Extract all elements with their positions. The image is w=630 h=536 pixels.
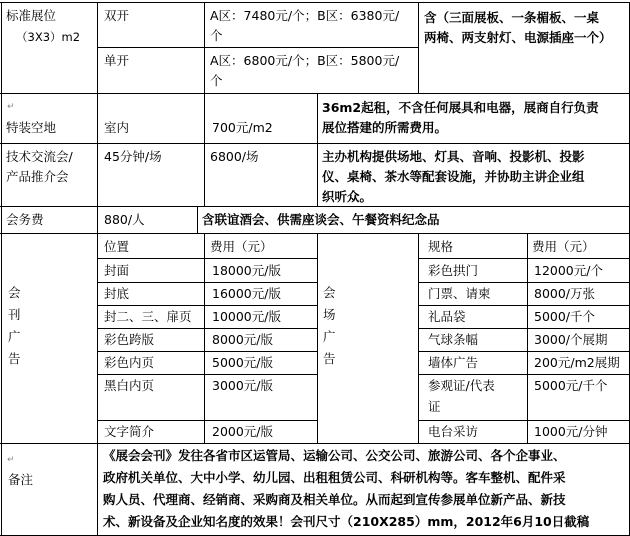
meeting-fee-desc: 含联谊酒会、供需座谈会、午餐资料纪念品 bbox=[202, 212, 440, 227]
venue-row-spec: 彩色拱门 bbox=[428, 263, 479, 278]
venue-row-spec-cont: 证 bbox=[428, 399, 441, 414]
journal-row-fee: 8000元/版 bbox=[212, 332, 274, 347]
journal-ads-label-4: 告 bbox=[8, 351, 21, 366]
booth-size: （3X3）m2 bbox=[16, 30, 81, 44]
seminar-desc: 主办机构提供场地、灯具、音响、投影机、投影 bbox=[322, 149, 585, 164]
venue-row-spec: 礼品袋 bbox=[428, 309, 466, 324]
journal-row-fee: 18000元/版 bbox=[212, 263, 281, 278]
remarks-label: 备注 bbox=[8, 472, 34, 487]
raw-space-desc: 36m2起租，不含任何展具和电器，展商自行负责 bbox=[322, 100, 599, 115]
journal-col-fee: 费用（元） bbox=[210, 239, 273, 254]
remarks-text-4: 术、新设备及企业知名度的效果！会刊尺寸（210X285）mm，2012年6月10日截稿 bbox=[103, 514, 590, 529]
return-mark: ↵ bbox=[7, 102, 15, 112]
seminar-label: 技术交流会/ bbox=[6, 149, 73, 164]
double-open-label: 双开 bbox=[104, 8, 130, 23]
booth-includes: 含（三面展板、一条楣板、一桌 bbox=[424, 10, 600, 25]
seminar-duration: 45分钟/场 bbox=[104, 149, 162, 164]
venue-ads-label-1: 会 bbox=[323, 285, 336, 300]
raw-space-desc-2: 展位搭建的所需费用。 bbox=[322, 120, 448, 135]
journal-row-fee: 16000元/版 bbox=[212, 286, 281, 301]
venue-row-fee: 5000元/千个 bbox=[534, 378, 608, 393]
journal-row-position: 封二、三、扉页 bbox=[104, 309, 192, 324]
venue-row-fee: 3000/个展期 bbox=[534, 332, 608, 347]
venue-row-spec: 气球条幅 bbox=[428, 332, 479, 347]
journal-row-fee: 2000元/版 bbox=[212, 424, 274, 439]
journal-row-position: 封底 bbox=[104, 286, 130, 301]
venue-row-fee: 200元/m2展期 bbox=[534, 355, 620, 370]
journal-ads-label-3: 广 bbox=[8, 329, 21, 344]
venue-row-fee: 8000/万张 bbox=[534, 286, 596, 301]
venue-row-fee: 12000元/个 bbox=[534, 263, 603, 278]
remarks-text-3: 购人员、代理商、经销商、采购商及相关单位。从而起到宣传参展单位新产品、新技 bbox=[103, 492, 566, 507]
venue-row-fee: 5000/千个 bbox=[534, 309, 596, 324]
venue-row-spec: 门票、请柬 bbox=[428, 286, 491, 301]
booth-label: 标准展位 bbox=[6, 8, 57, 23]
seminar-desc-2: 仪、桌椅、茶水等配套设施，并协助主讲企业组 bbox=[322, 169, 585, 184]
double-open-price: A区：7480元/个；B区：6380元/ bbox=[210, 8, 400, 23]
journal-row-position: 文字简介 bbox=[104, 424, 155, 439]
journal-ads-label-2: 刊 bbox=[8, 307, 21, 322]
seminar-label-2: 产品推介会 bbox=[6, 169, 69, 184]
venue-row-spec: 电台采访 bbox=[428, 424, 479, 439]
seminar-price: 6800/场 bbox=[210, 149, 259, 164]
single-open-label: 单开 bbox=[104, 53, 130, 68]
journal-row-fee: 10000元/版 bbox=[212, 309, 281, 324]
venue-ads-label-4: 告 bbox=[323, 351, 336, 366]
journal-col-position: 位置 bbox=[104, 239, 130, 254]
journal-ads-label-1: 会 bbox=[8, 285, 21, 300]
single-open-price: A区：6800元/个；B区：5800元/ bbox=[210, 53, 400, 68]
meeting-fee-price: 880/人 bbox=[104, 212, 145, 227]
remarks-text-2: 政府机关单位、大中小学、幼儿园、出租租赁公司、科研机构等。客车整机、配件采 bbox=[103, 470, 566, 485]
venue-row-fee: 1000元/分钟 bbox=[534, 424, 608, 439]
venue-row-spec: 参观证/代表 bbox=[428, 378, 495, 393]
meeting-fee-label: 会务费 bbox=[6, 212, 44, 227]
journal-row-fee: 5000元/版 bbox=[212, 355, 274, 370]
single-open-price-unit: 个 bbox=[210, 73, 223, 88]
venue-ads-label-2: 场 bbox=[323, 307, 336, 322]
double-open-price-unit: 个 bbox=[210, 28, 223, 43]
venue-row-spec: 墙体广告 bbox=[428, 355, 479, 370]
journal-row-fee: 3000元/版 bbox=[212, 378, 274, 393]
journal-row-position: 彩色跨版 bbox=[104, 332, 155, 347]
journal-row-position: 封面 bbox=[104, 263, 130, 278]
raw-space-type: 室内 bbox=[104, 120, 130, 135]
raw-space-label: 特装空地 bbox=[6, 120, 57, 135]
booth-includes-2: 两椅、两支射灯、电源插座一个） bbox=[424, 30, 612, 45]
venue-col-fee: 费用（元） bbox=[532, 239, 595, 254]
venue-ads-label-3: 广 bbox=[323, 329, 336, 344]
journal-row-position: 彩色内页 bbox=[104, 355, 155, 370]
raw-space-price: 700元/m2 bbox=[212, 120, 273, 135]
seminar-desc-3: 织听众。 bbox=[322, 189, 373, 204]
return-mark: ↵ bbox=[7, 455, 15, 465]
journal-row-position: 黑白内页 bbox=[104, 378, 155, 393]
venue-col-spec: 规格 bbox=[428, 239, 454, 254]
remarks-text-1: 《展会会刊》发往各省市区运管局、运输公司、公交公司、旅游公司、各个企事业、 bbox=[103, 448, 566, 463]
